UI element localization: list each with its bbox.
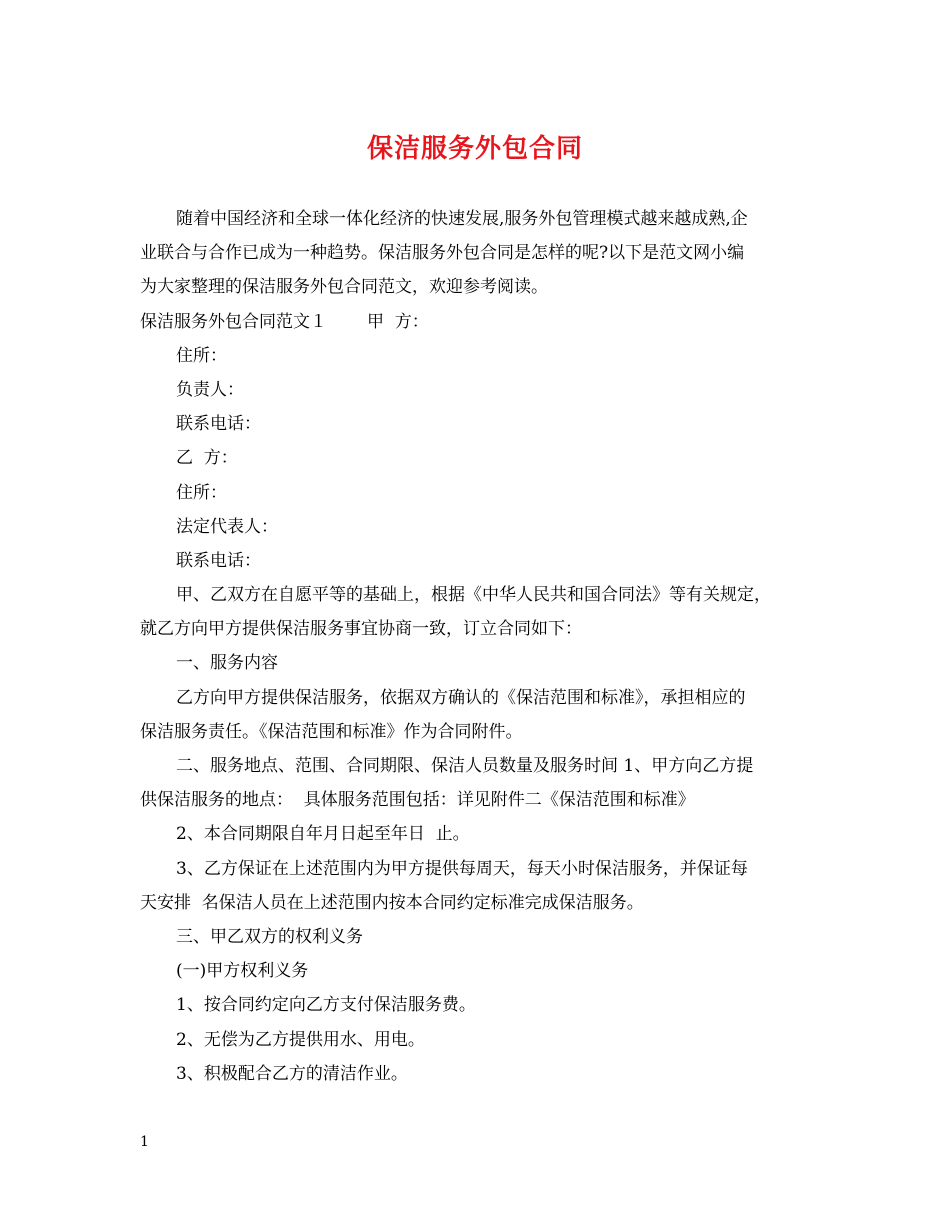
sample-heading-line: [140, 305, 820, 339]
preamble-line-1: 甲、乙双方在自愿平等的基础上，根据《中华人民共和国合同法》等有关规定，: [176, 585, 771, 606]
intro-line-3: 为大家整理的保洁服务外包合同范文，欢迎参考阅读。: [140, 277, 548, 298]
intro-line-2: 业联合与合作已成为一种趋势。保洁服务外包合同是怎样的呢?以下是范文网小编: [140, 243, 745, 264]
section-3-item-3: 3、积极配合乙方的清洁作业。: [176, 1063, 408, 1084]
section-3-item-1: 1、按合同约定向乙方支付保洁服务费。: [176, 995, 476, 1016]
party-b-legal-rep: 法定代表人：: [176, 516, 278, 537]
sample-heading: 保洁服务外包合同范文１: [140, 311, 327, 332]
party-b-address: 住所：: [176, 482, 227, 503]
party-a-label: 甲 方：: [367, 311, 429, 332]
section-2-item-2: 2、本合同期限自年月日起至年日 止。: [176, 824, 470, 845]
party-a-phone: 联系电话：: [176, 414, 261, 435]
document-title: 保洁服务外包合同: [366, 134, 583, 164]
section-1-heading: 一、服务内容: [176, 653, 278, 674]
page-number: 1: [140, 1134, 149, 1150]
section-2-line-2: 供保洁服务的地点： 具体服务范围包括：详见附件二《保洁范围和标准》: [140, 790, 695, 811]
party-b-label: 乙 方：: [176, 448, 238, 469]
section-2-line-1: 二、服务地点、范围、合同期限、保洁人员数量及服务时间 1、甲方向乙方提: [176, 756, 754, 776]
section-1-line-2: 保洁服务责任。《保洁范围和标准》作为合同附件。: [140, 721, 523, 742]
section-2-item-3-line-1: 3、乙方保证在上述范围内为甲方提供每周天，每天小时保洁服务，并保证每: [176, 858, 748, 879]
section-2-item-3-line-2: 天安排 名保洁人员在上述范围内按本合同约定标准完成保洁服务。: [140, 892, 644, 913]
party-a-address: 住所：: [176, 345, 227, 366]
document-body: [140, 202, 820, 1091]
section-3-heading: 三、甲乙双方的权利义务: [176, 926, 363, 947]
party-a-responsible: 负责人：: [176, 379, 244, 400]
section-1-line-1: 乙方向甲方提供保洁服务，依据双方确认的《保洁范围和标准》，承担相应的: [176, 687, 746, 708]
party-b-phone: 联系电话：: [176, 550, 261, 571]
preamble-line-2: 就乙方向甲方提供保洁服务事宜协商一致，订立合同如下：: [140, 619, 582, 640]
section-3-subheading: (一)甲方权利义务: [176, 961, 309, 982]
section-3-item-2: 2、无偿为乙方提供用水、用电。: [176, 1029, 425, 1050]
intro-line-1: 随着中国经济和全球一体化经济的快速发展,服务外包管理模式越来越成熟,企: [176, 209, 748, 229]
